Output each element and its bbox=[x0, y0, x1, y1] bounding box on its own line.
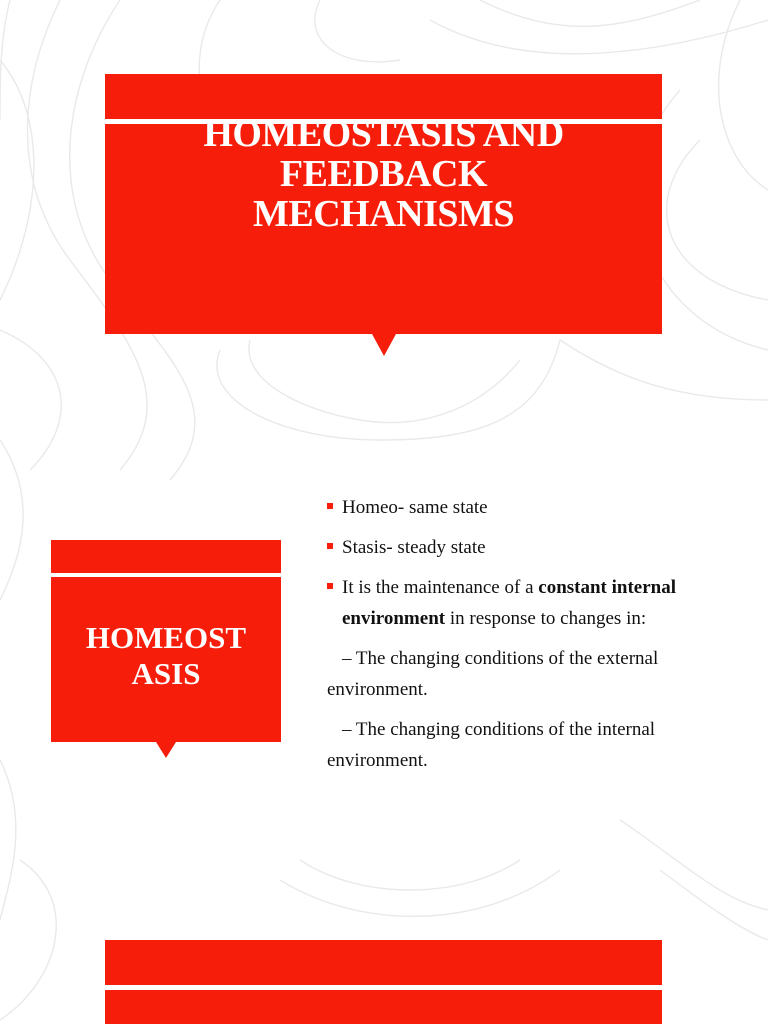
title-banner bbox=[105, 74, 662, 334]
slide-title-line-2: FEEDBACK bbox=[279, 153, 488, 195]
bullet-text: Homeo- same state bbox=[342, 497, 488, 518]
section-banner-stripe bbox=[51, 573, 281, 577]
sub-item: – The changing conditions of the external environment. bbox=[327, 648, 659, 700]
section-title bbox=[51, 620, 281, 692]
section-banner-pointer bbox=[156, 742, 176, 758]
section-banner bbox=[51, 540, 281, 742]
next-slide-banner-stripe bbox=[105, 985, 662, 990]
bullet-list bbox=[327, 492, 747, 785]
bullet-text-post: in response to changes in: bbox=[445, 608, 647, 629]
slide-title-line-1: HOMEOSTASIS AND bbox=[203, 113, 564, 155]
sub-item: – The changing conditions of the internal environment. bbox=[327, 719, 656, 771]
bullet-item bbox=[327, 572, 747, 634]
section-title-line-2: ASIS bbox=[131, 656, 201, 691]
red-square-bullet-icon bbox=[327, 583, 333, 589]
next-slide-banner bbox=[105, 940, 662, 1024]
red-square-bullet-icon bbox=[327, 503, 333, 509]
section-title-line-1: HOMEOST bbox=[85, 620, 247, 655]
bullet-text: Stasis- steady state bbox=[342, 537, 486, 558]
slide-title bbox=[105, 114, 662, 234]
bullet-text-pre: It is the maintenance of a bbox=[342, 577, 539, 598]
bullet-item bbox=[327, 532, 747, 563]
slide-title-line-3: MECHANISMS bbox=[252, 193, 515, 235]
title-banner-pointer bbox=[372, 334, 396, 356]
bullet-text-bold: constant internal environment bbox=[342, 577, 677, 629]
red-square-bullet-icon bbox=[327, 543, 333, 549]
bullet-item bbox=[327, 492, 747, 523]
